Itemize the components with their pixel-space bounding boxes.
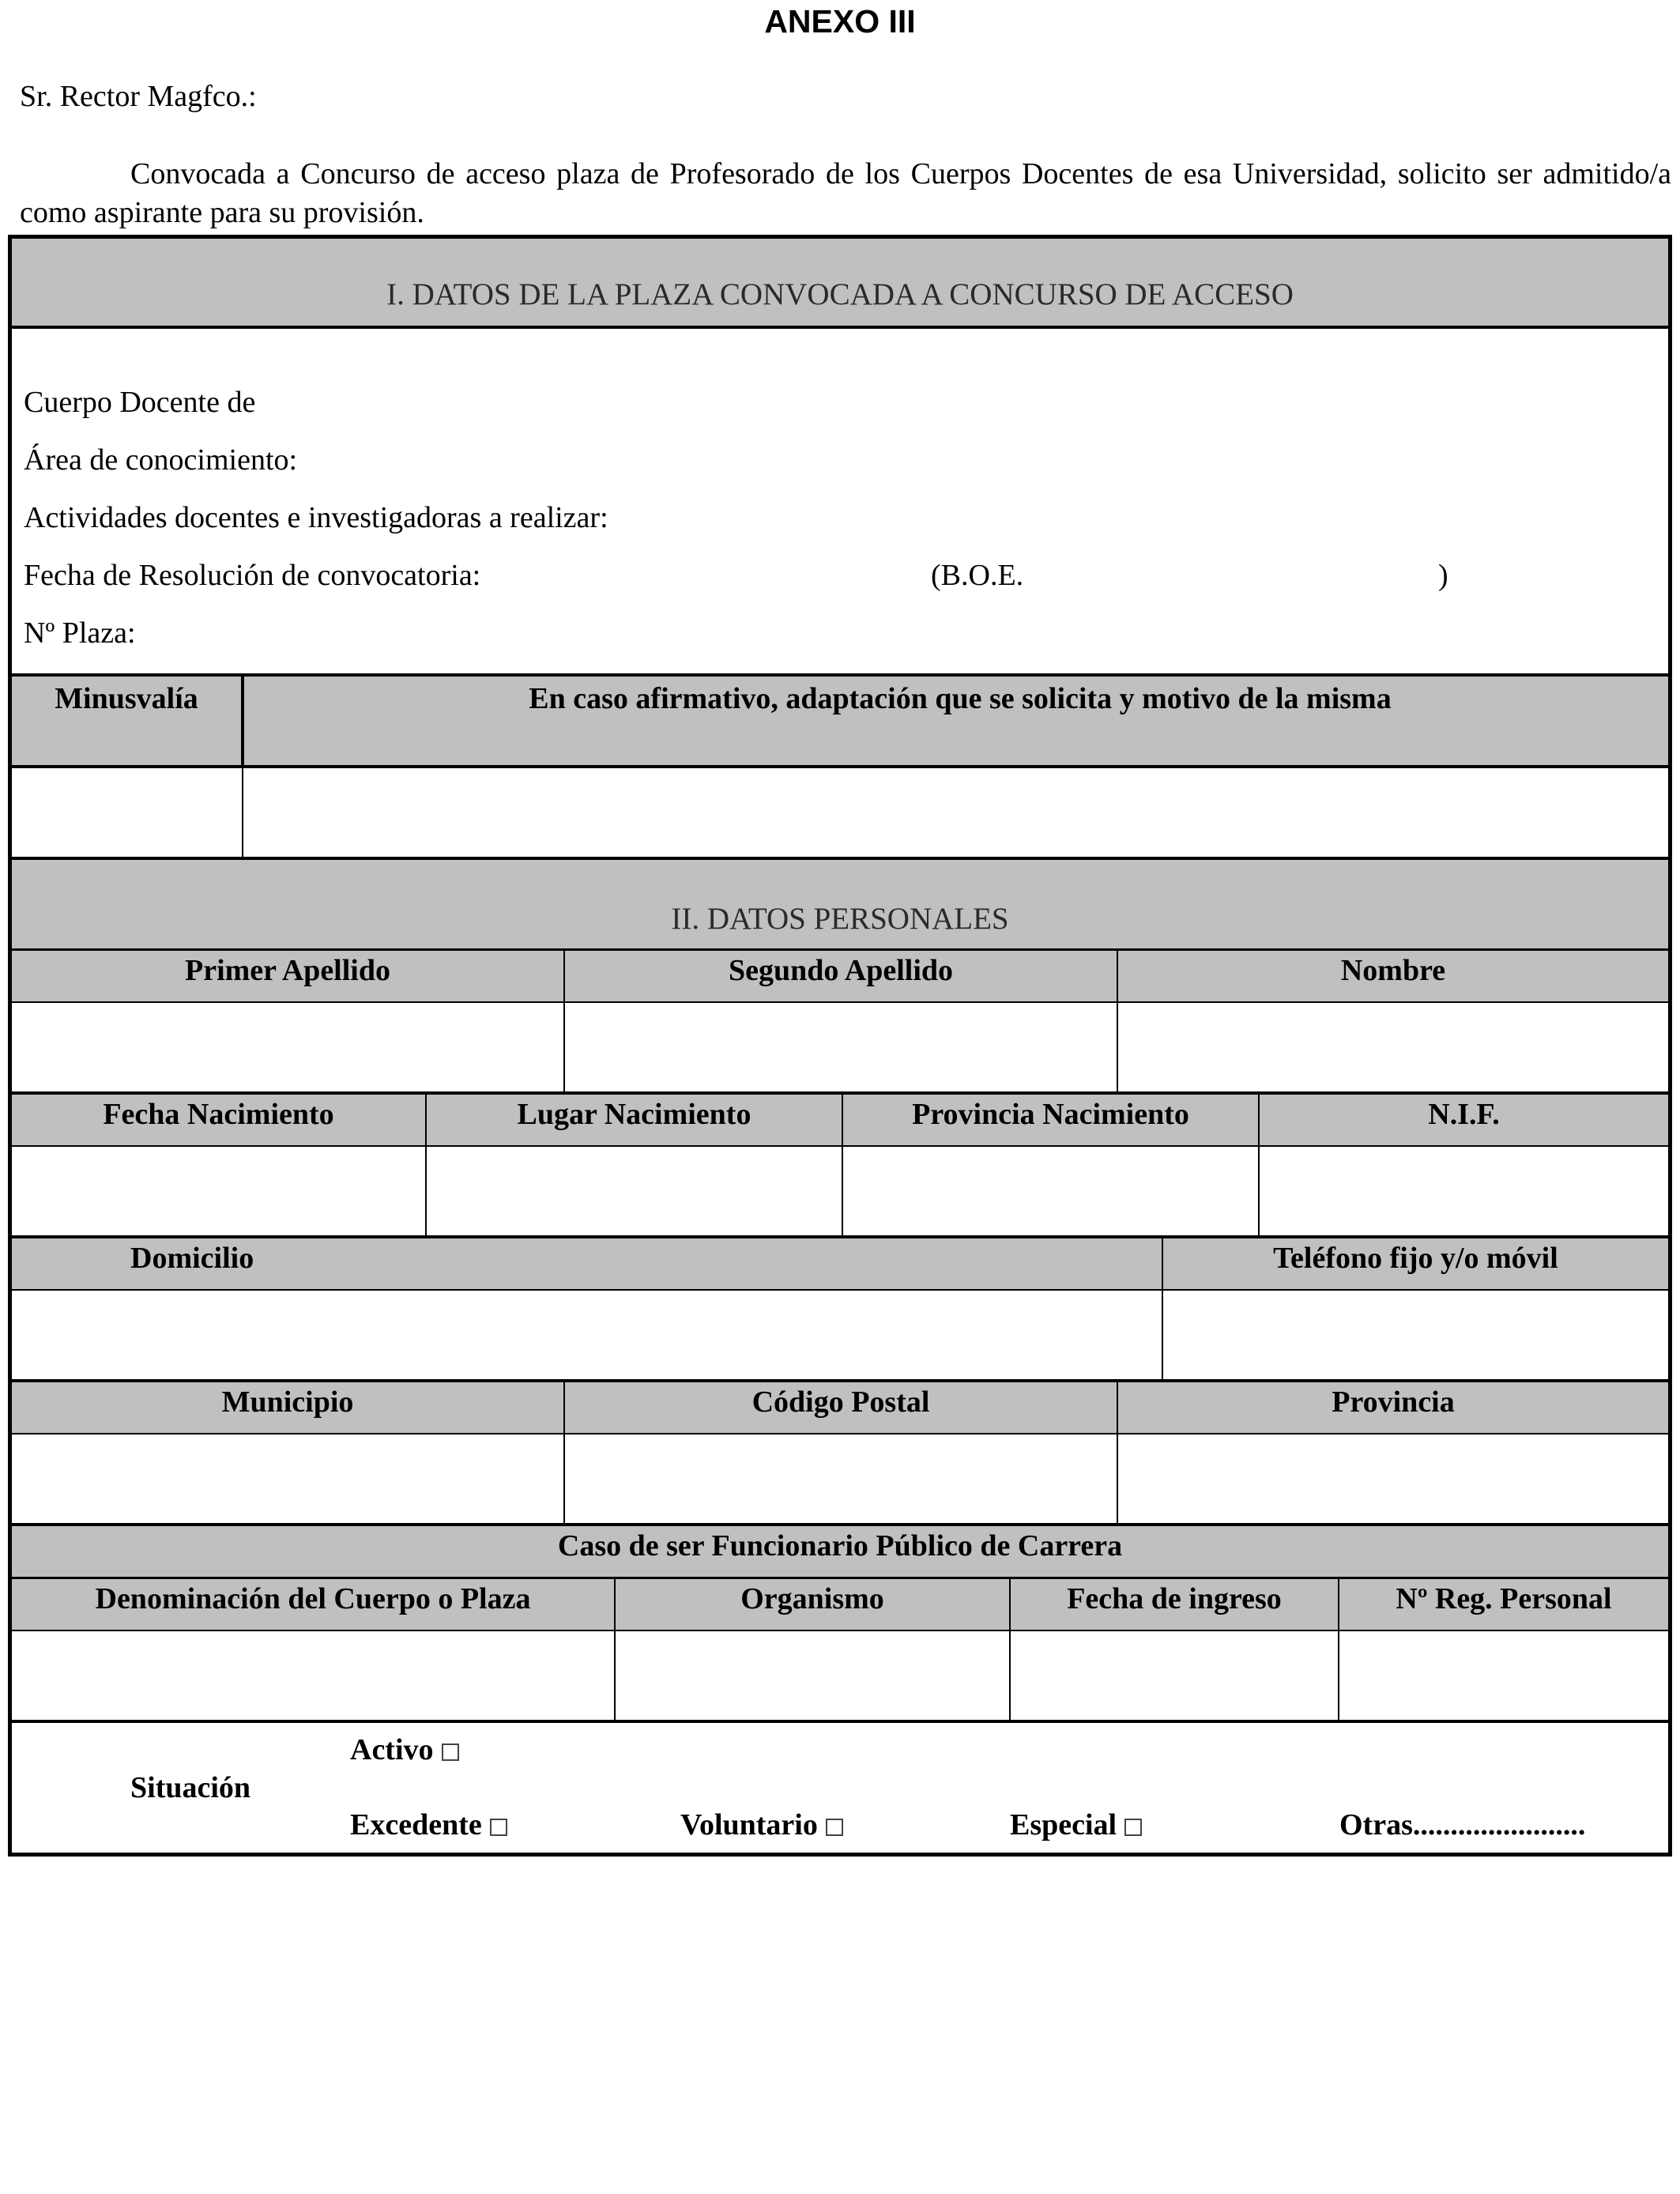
domicilio-input[interactable] — [12, 1291, 1162, 1379]
boe-close: ) — [1438, 559, 1448, 592]
nombre-label: Nombre — [1340, 954, 1446, 987]
voluntario-label: Voluntario — [680, 1808, 818, 1842]
organismo-input[interactable] — [616, 1631, 1009, 1720]
plaza-label: Nº Plaza: — [24, 616, 136, 650]
divider — [1117, 951, 1118, 1091]
lugar-nacimiento-input[interactable] — [427, 1147, 842, 1235]
primer-apellido-input[interactable] — [12, 1003, 563, 1091]
situacion-label: Situación — [130, 1771, 251, 1804]
divider — [563, 1382, 565, 1523]
especial-option[interactable] — [1010, 1808, 1142, 1842]
divider — [842, 1095, 843, 1235]
cuerpo-docente-label: Cuerpo Docente de — [24, 386, 256, 419]
divider — [242, 768, 243, 857]
municipio-label: Municipio — [221, 1385, 354, 1419]
especial-checkbox[interactable] — [1124, 1819, 1142, 1836]
section1-title: I. DATOS DE LA PLAZA CONVOCADA A CONCURSO DE ACCESO — [386, 277, 1294, 311]
fecha-ingreso-input[interactable] — [1011, 1631, 1338, 1720]
excedente-option[interactable] — [350, 1808, 507, 1842]
nif-label: N.I.F. — [1428, 1098, 1500, 1131]
minusvalia-label: Minusvalía — [55, 682, 198, 715]
divider — [1009, 1579, 1011, 1720]
actividades-label: Actividades docentes e investigadoras a realizar: — [24, 501, 608, 534]
section2-title: II. DATOS PERSONALES — [671, 902, 1009, 936]
divider — [241, 677, 244, 765]
telefono-label: Teléfono fijo y/o móvil — [1273, 1242, 1558, 1275]
minusvalia-input[interactable] — [12, 768, 241, 857]
codigo-postal-label: Código Postal — [751, 1385, 930, 1419]
boe-label: (B.O.E. — [931, 559, 1024, 592]
provincia-input[interactable] — [1118, 1434, 1668, 1523]
adaptacion-label: En caso afirmativo, adaptación que se solicita y motivo de la misma — [529, 682, 1392, 715]
provincia-label: Provincia — [1332, 1385, 1455, 1419]
domicilio-label: Domicilio — [130, 1242, 254, 1275]
activo-option[interactable] — [350, 1732, 459, 1767]
fecha-nacimiento-label: Fecha Nacimiento — [103, 1098, 334, 1131]
segundo-apellido-input[interactable] — [565, 1003, 1117, 1091]
voluntario-checkbox[interactable] — [826, 1819, 843, 1836]
denominacion-label: Denominación del Cuerpo o Plaza — [95, 1582, 531, 1615]
divider — [425, 1095, 427, 1235]
fecha-resolucion-label: Fecha de Resolución de convocatoria: — [24, 559, 481, 592]
telefono-input[interactable] — [1163, 1291, 1668, 1379]
fecha-ingreso-label: Fecha de ingreso — [1067, 1582, 1282, 1615]
municipio-input[interactable] — [12, 1434, 563, 1523]
especial-label: Especial — [1010, 1808, 1117, 1842]
area-conocimiento-label: Área de conocimiento: — [24, 443, 298, 477]
application-form — [8, 235, 1672, 1857]
organismo-label: Organismo — [740, 1582, 884, 1615]
excedente-label: Excedente — [350, 1808, 482, 1842]
reg-personal-input[interactable] — [1339, 1631, 1668, 1720]
denominacion-input[interactable] — [12, 1631, 614, 1720]
divider — [614, 1579, 616, 1720]
intro-paragraph: Convocada a Concurso de acceso plaza de Profesorado de los Cuerpos Docentes de esa Universidad, solicito ser admitido/a como aspirante para su provisión. — [20, 157, 1671, 229]
fecha-nacimiento-input[interactable] — [12, 1147, 425, 1235]
activo-label: Activo — [350, 1733, 434, 1766]
nif-input[interactable] — [1260, 1147, 1668, 1235]
divider — [12, 1720, 1668, 1723]
provincia-nacimiento-label: Provincia Nacimiento — [912, 1098, 1189, 1131]
codigo-postal-input[interactable] — [565, 1434, 1117, 1523]
otras-option[interactable]: Otras....................... — [1339, 1808, 1586, 1842]
lugar-nacimiento-label: Lugar Nacimiento — [517, 1098, 751, 1131]
page-title: ANEXO III — [764, 3, 916, 40]
divider — [1258, 1095, 1260, 1235]
nombre-input[interactable] — [1118, 1003, 1668, 1091]
divider — [1162, 1238, 1163, 1379]
divider — [563, 951, 565, 1091]
activo-checkbox[interactable] — [442, 1744, 459, 1761]
primer-apellido-label: Primer Apellido — [185, 954, 390, 987]
funcionario-title: Caso de ser Funcionario Público de Carrera — [557, 1529, 1123, 1563]
reg-personal-label: Nº Reg. Personal — [1396, 1582, 1612, 1615]
divider — [12, 326, 1668, 329]
segundo-apellido-label: Segundo Apellido — [728, 954, 954, 987]
divider — [1117, 1382, 1118, 1523]
voluntario-option[interactable] — [680, 1808, 843, 1842]
divider — [1338, 1579, 1339, 1720]
adaptacion-input[interactable] — [243, 768, 1668, 857]
provincia-nacimiento-input[interactable] — [843, 1147, 1258, 1235]
salutation: Sr. Rector Magfco.: — [20, 80, 257, 113]
excedente-checkbox[interactable] — [490, 1819, 507, 1836]
